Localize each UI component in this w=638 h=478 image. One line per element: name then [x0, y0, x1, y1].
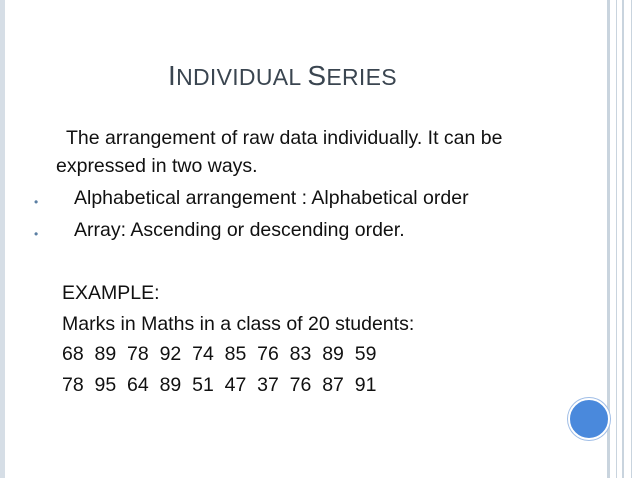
- data-row-1: 68 89 78 92 74 85 76 83 89 59: [62, 343, 377, 365]
- slide-frame-stripe: [607, 0, 610, 478]
- slide-frame-stripe: [622, 0, 624, 478]
- example-description: Marks in Maths in a class of 20 students:: [62, 313, 415, 335]
- bullet-item-array: Array: Ascending or descending order.: [74, 219, 405, 241]
- slide-frame-left: [0, 0, 5, 478]
- decorative-circle: [568, 398, 610, 440]
- example-heading: EXAMPLE:: [62, 282, 160, 304]
- slide-frame-stripe: [616, 0, 617, 478]
- bullet-marker: •: [34, 227, 39, 241]
- slide-frame-stripe: [631, 0, 632, 478]
- bullet-marker: •: [34, 195, 39, 209]
- slide-title: INDIVIDUAL SERIES: [168, 60, 397, 91]
- intro-line-1: The arrangement of raw data individually. It can be: [66, 127, 503, 149]
- data-row-2: 78 95 64 89 51 47 37 76 87 91: [62, 374, 377, 396]
- bullet-item-alphabetical: Alphabetical arrangement : Alphabetical order: [74, 187, 469, 209]
- intro-line-2: expressed in two ways.: [56, 155, 258, 177]
